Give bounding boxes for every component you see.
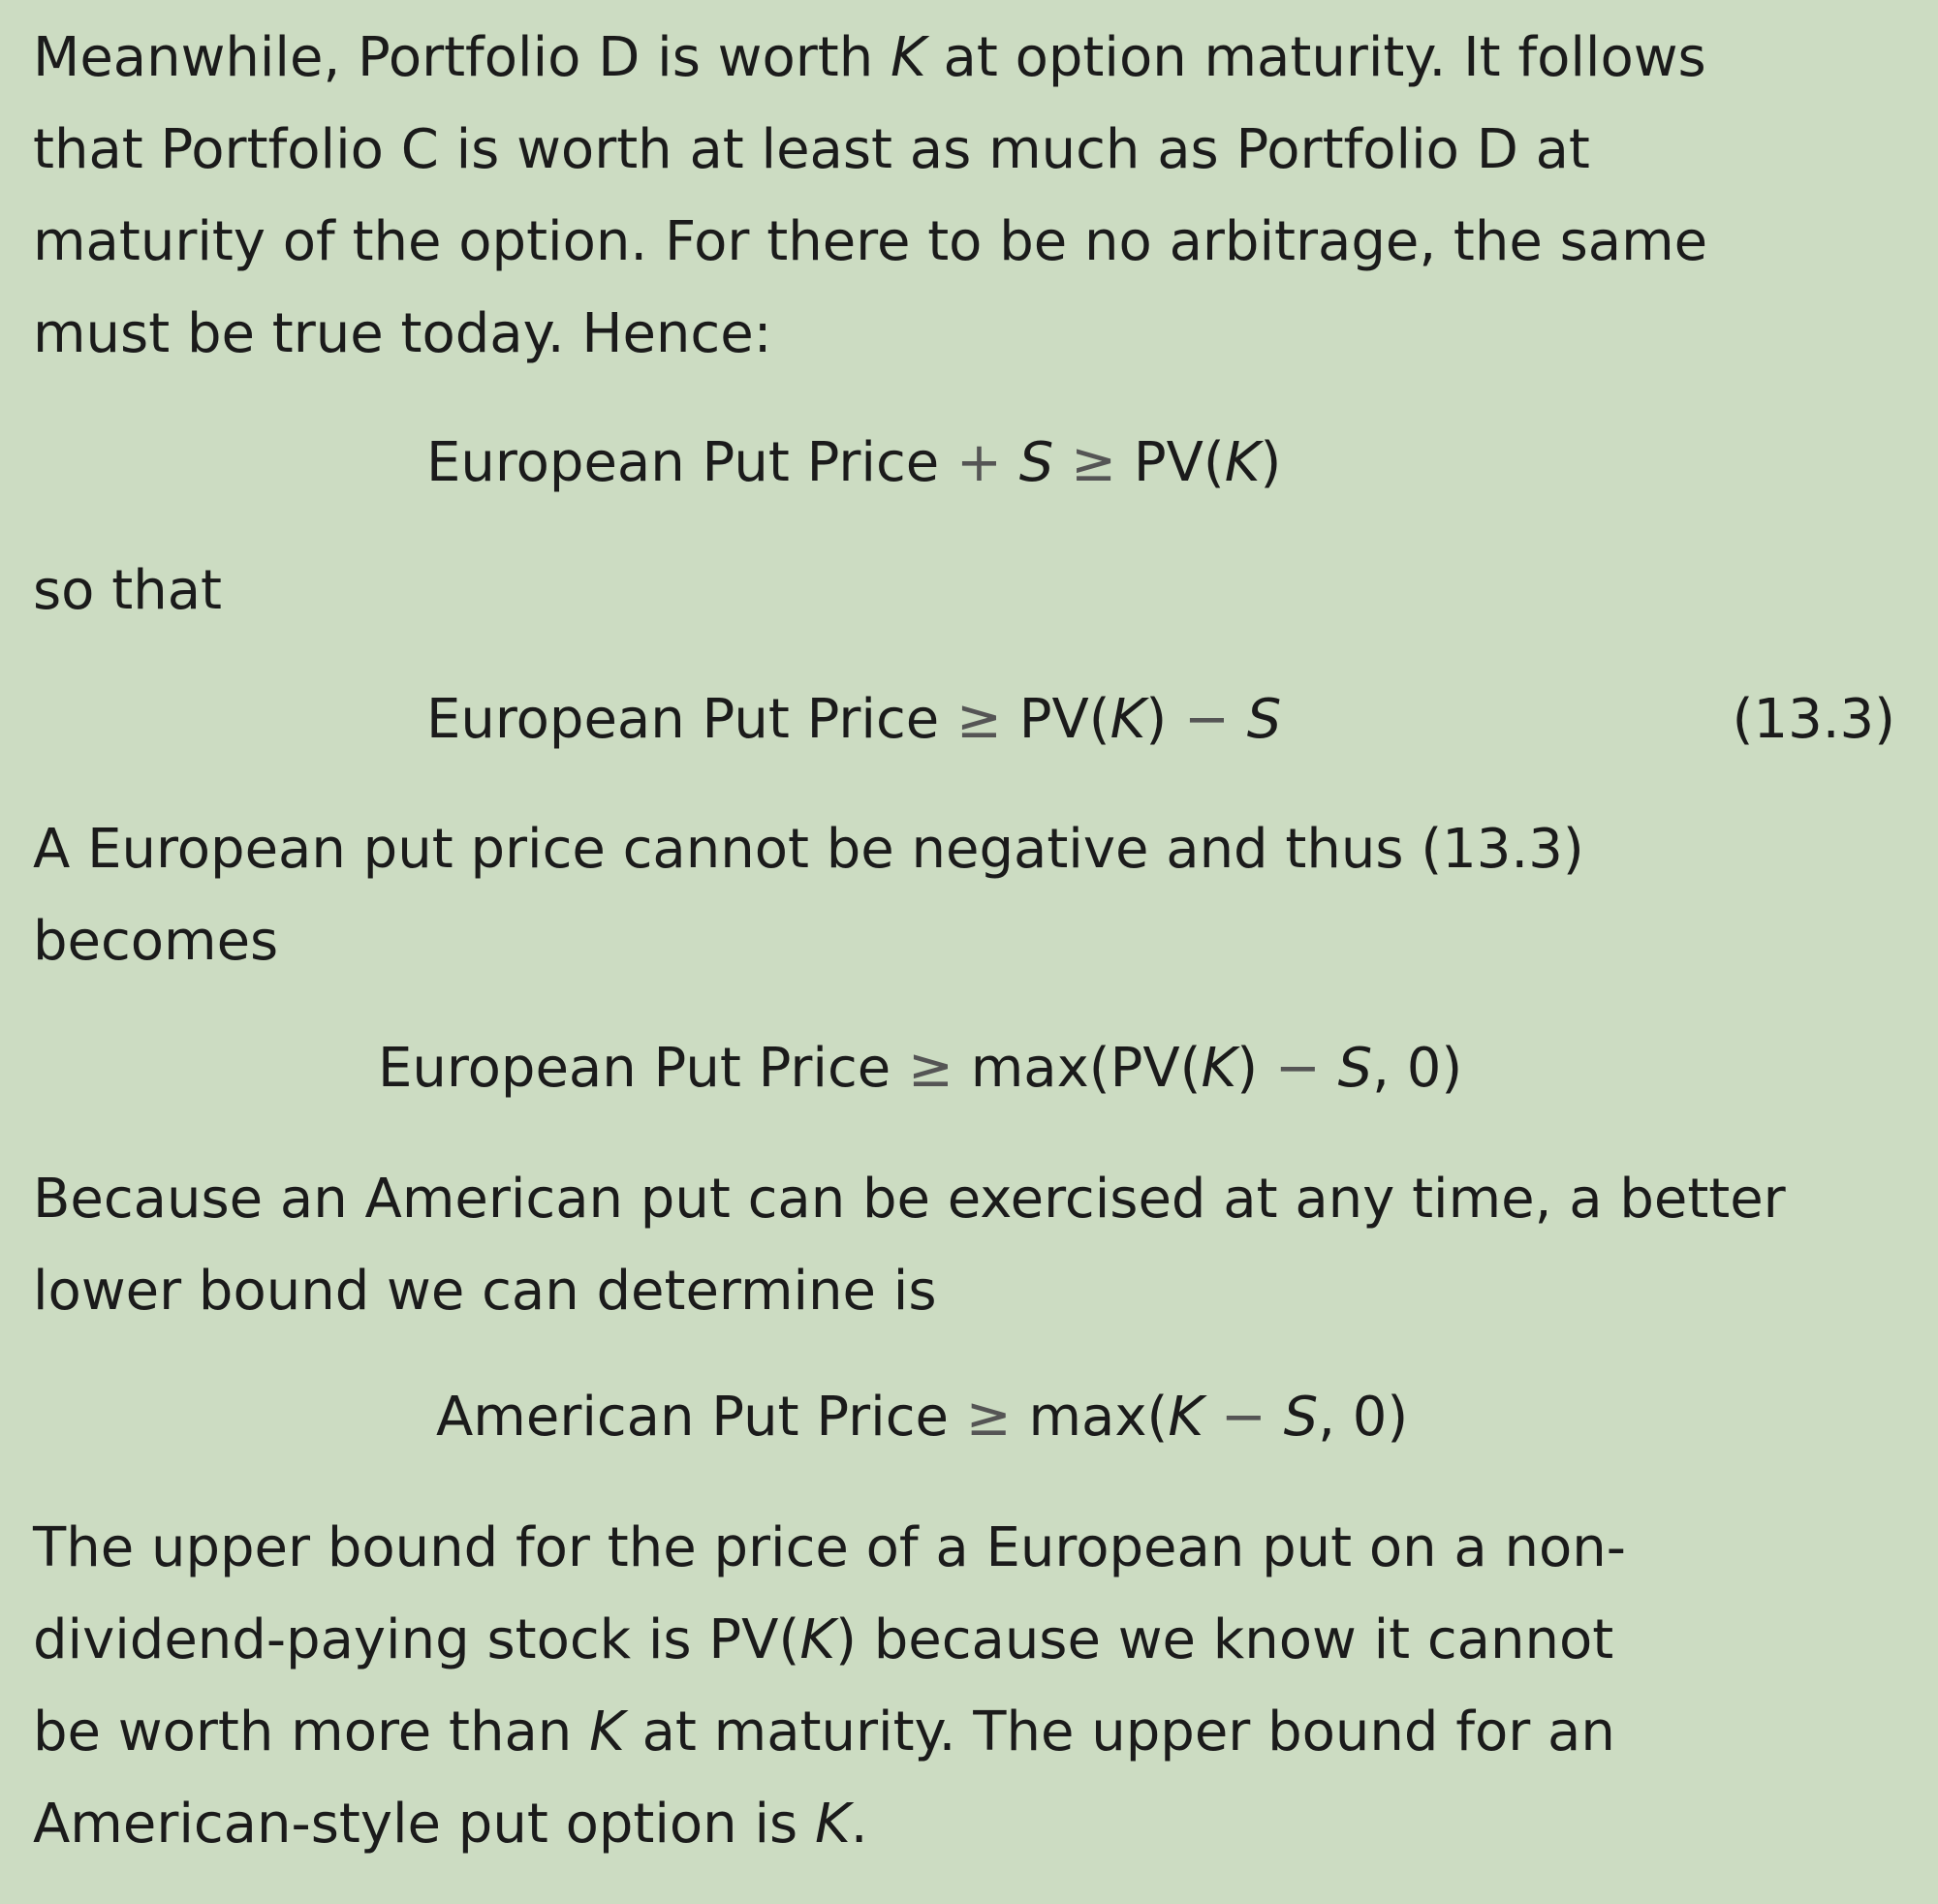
text-span: at maturity. The upper bound for an <box>624 1701 1615 1764</box>
paragraph-portfolio-d <box>33 12 1913 380</box>
variable-k: K <box>1224 431 1261 494</box>
eq-text: PV( <box>1001 688 1110 751</box>
variable-s: S <box>1283 1386 1319 1449</box>
paragraph-upper-bound <box>33 1502 1913 1870</box>
eq-text: ) <box>1260 431 1282 494</box>
variable-k: K <box>815 1793 851 1856</box>
variable-k: K <box>1201 1037 1237 1100</box>
text-line: that Portfolio C is worth at least as much as Portfolio D at <box>33 118 1590 181</box>
text-line: becomes <box>33 910 279 973</box>
text-span: ) because we know it cannot <box>835 1608 1614 1671</box>
text-line <box>33 1686 1913 1778</box>
variable-k: K <box>1168 1386 1204 1449</box>
minus-sign: − <box>1184 688 1230 751</box>
text-line: lower bound we can determine is <box>33 1260 937 1323</box>
equation-number: (13.3) <box>1732 688 1895 751</box>
plus-sign: + <box>955 431 1002 494</box>
greater-equal-sign: ≥ <box>955 688 1002 751</box>
eq-text: European Put Price <box>426 688 956 751</box>
greater-equal-sign: ≥ <box>1071 431 1116 494</box>
eq-text: max(PV( <box>953 1037 1202 1100</box>
text-span: be worth more than <box>33 1701 590 1764</box>
variable-s: S <box>1337 1037 1373 1100</box>
greater-equal-sign: ≥ <box>907 1037 953 1100</box>
text-line <box>33 1594 1913 1686</box>
paragraph-negative-price <box>33 803 1913 987</box>
paragraph-american-put <box>33 1153 1913 1337</box>
text-span: Meanwhile, Portfolio D is worth <box>33 26 891 89</box>
eq-text: ) <box>1145 688 1185 751</box>
eq-text: max( <box>1011 1386 1169 1449</box>
text-span: dividend-paying stock is PV( <box>33 1608 800 1671</box>
eq-text: PV( <box>1133 431 1225 494</box>
text-line: The upper bound for the price of a European put on a non- <box>33 1516 1626 1579</box>
text-line: Because an American put can be exercised at any time, a better <box>33 1168 1786 1231</box>
equation-american-lower-bound <box>436 1384 1408 1451</box>
text-line: must be true today. Hence: <box>33 302 772 365</box>
variable-s: S <box>1018 431 1054 494</box>
text-span: at option maturity. It follows <box>925 26 1706 89</box>
text-line: A European put price cannot be negative and thus (13.3) <box>33 818 1584 881</box>
eq-text: , 0) <box>1372 1037 1463 1100</box>
text-line <box>33 1778 1913 1870</box>
variable-k: K <box>1110 688 1146 751</box>
text-span: . <box>850 1793 868 1856</box>
equation-european-lower-bound <box>378 1035 1462 1103</box>
greater-equal-sign: ≥ <box>965 1386 1012 1449</box>
equation-put-plus-stock <box>426 429 1281 497</box>
text-line: maturity of the option. For there to be no arbitrage, the same <box>33 210 1708 273</box>
variable-k: K <box>799 1608 836 1671</box>
paragraph-so-that <box>33 545 1913 637</box>
eq-text: , 0) <box>1318 1386 1409 1449</box>
text-span: American-style put option is <box>33 1793 815 1856</box>
variable-k: K <box>891 26 926 89</box>
text-line: so that <box>33 559 222 622</box>
eq-text: ) <box>1236 1037 1275 1100</box>
eq-text: American Put Price <box>436 1386 966 1449</box>
minus-sign: − <box>1220 1386 1266 1449</box>
eq-text: European Put Price <box>378 1037 908 1100</box>
equation-13-3 <box>426 686 1281 754</box>
text-line <box>33 12 1913 104</box>
variable-s: S <box>1246 688 1282 751</box>
eq-text: European Put Price <box>426 431 956 494</box>
variable-k: K <box>589 1701 625 1764</box>
minus-sign: − <box>1274 1037 1321 1100</box>
